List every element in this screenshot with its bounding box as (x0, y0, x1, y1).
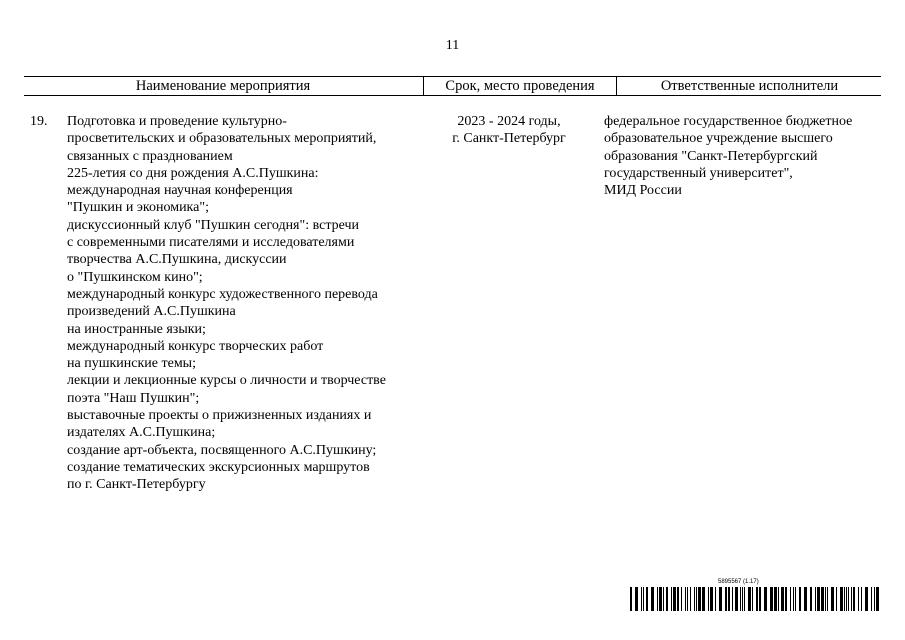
event-line: произведений А.С.Пушкина (67, 304, 236, 320)
event-line: международный конкурс художественного перевода (67, 286, 378, 302)
responsible-line: федеральное государственное бюджетное (604, 114, 853, 129)
header-responsible: Ответственные исполнители (616, 77, 882, 95)
event-line: с современными писателями и исследователями (67, 235, 355, 251)
event-line: 225-летия со дня рождения А.С.Пушкина: (67, 165, 319, 181)
barcode-icon (630, 587, 882, 611)
term-line: г. Санкт-Петербург (452, 131, 566, 147)
event-line: на иностранные языки; (67, 321, 206, 337)
event-line: издателях А.С.Пушкина; (67, 425, 216, 441)
event-line: на пушкинские темы; (67, 356, 196, 372)
event-line: связанных с празднованием (67, 148, 233, 164)
responsible-executors (604, 113, 894, 199)
event-line: лекции и лекционные курсы о личности и творчестве (67, 373, 386, 389)
event-line: выставочные проекты о прижизненных изданиях и (67, 408, 372, 424)
event-line: международный конкурс творческих работ (67, 338, 324, 354)
event-line: "Пушкин и экономика"; (67, 200, 209, 216)
event-line: просветительских и образовательных мероприятий, (67, 131, 377, 147)
table-header (24, 76, 881, 96)
event-line: международная научная конференция (67, 183, 293, 199)
row-number: 19. (30, 114, 48, 129)
header-term-place: Срок, место проведения (423, 77, 616, 95)
event-line: создание тематических экскурсионных маршрутов (67, 459, 370, 475)
header-event-name: Наименование мероприятия (135, 78, 311, 94)
event-line: создание арт-объекта, посвященного А.С.Пушкину; (67, 442, 377, 458)
responsible-line: образования "Санкт-Петербургский (604, 148, 818, 164)
page-number: 11 (445, 38, 460, 53)
responsible-line: МИД России (604, 183, 682, 199)
term-place (423, 113, 595, 148)
event-line: о "Пушкинском кино"; (67, 269, 203, 285)
event-line: Подготовка и проведение культурно- (67, 114, 287, 129)
event-line: по г. Санкт-Петербургу (67, 477, 206, 493)
responsible-line: государственный университет", (604, 165, 793, 181)
document-code: 5895567 (1.17) (718, 579, 759, 585)
event-line: дискуссионный клуб "Пушкин сегодня": встречи (67, 217, 360, 233)
term-line: 2023 - 2024 годы, (457, 114, 561, 129)
event-description (67, 113, 427, 494)
event-line: поэта "Наш Пушкин"; (67, 390, 200, 406)
event-line: творчества А.С.Пушкина, дискуссии (67, 252, 287, 268)
responsible-line: образовательное учреждение высшего (604, 131, 833, 147)
